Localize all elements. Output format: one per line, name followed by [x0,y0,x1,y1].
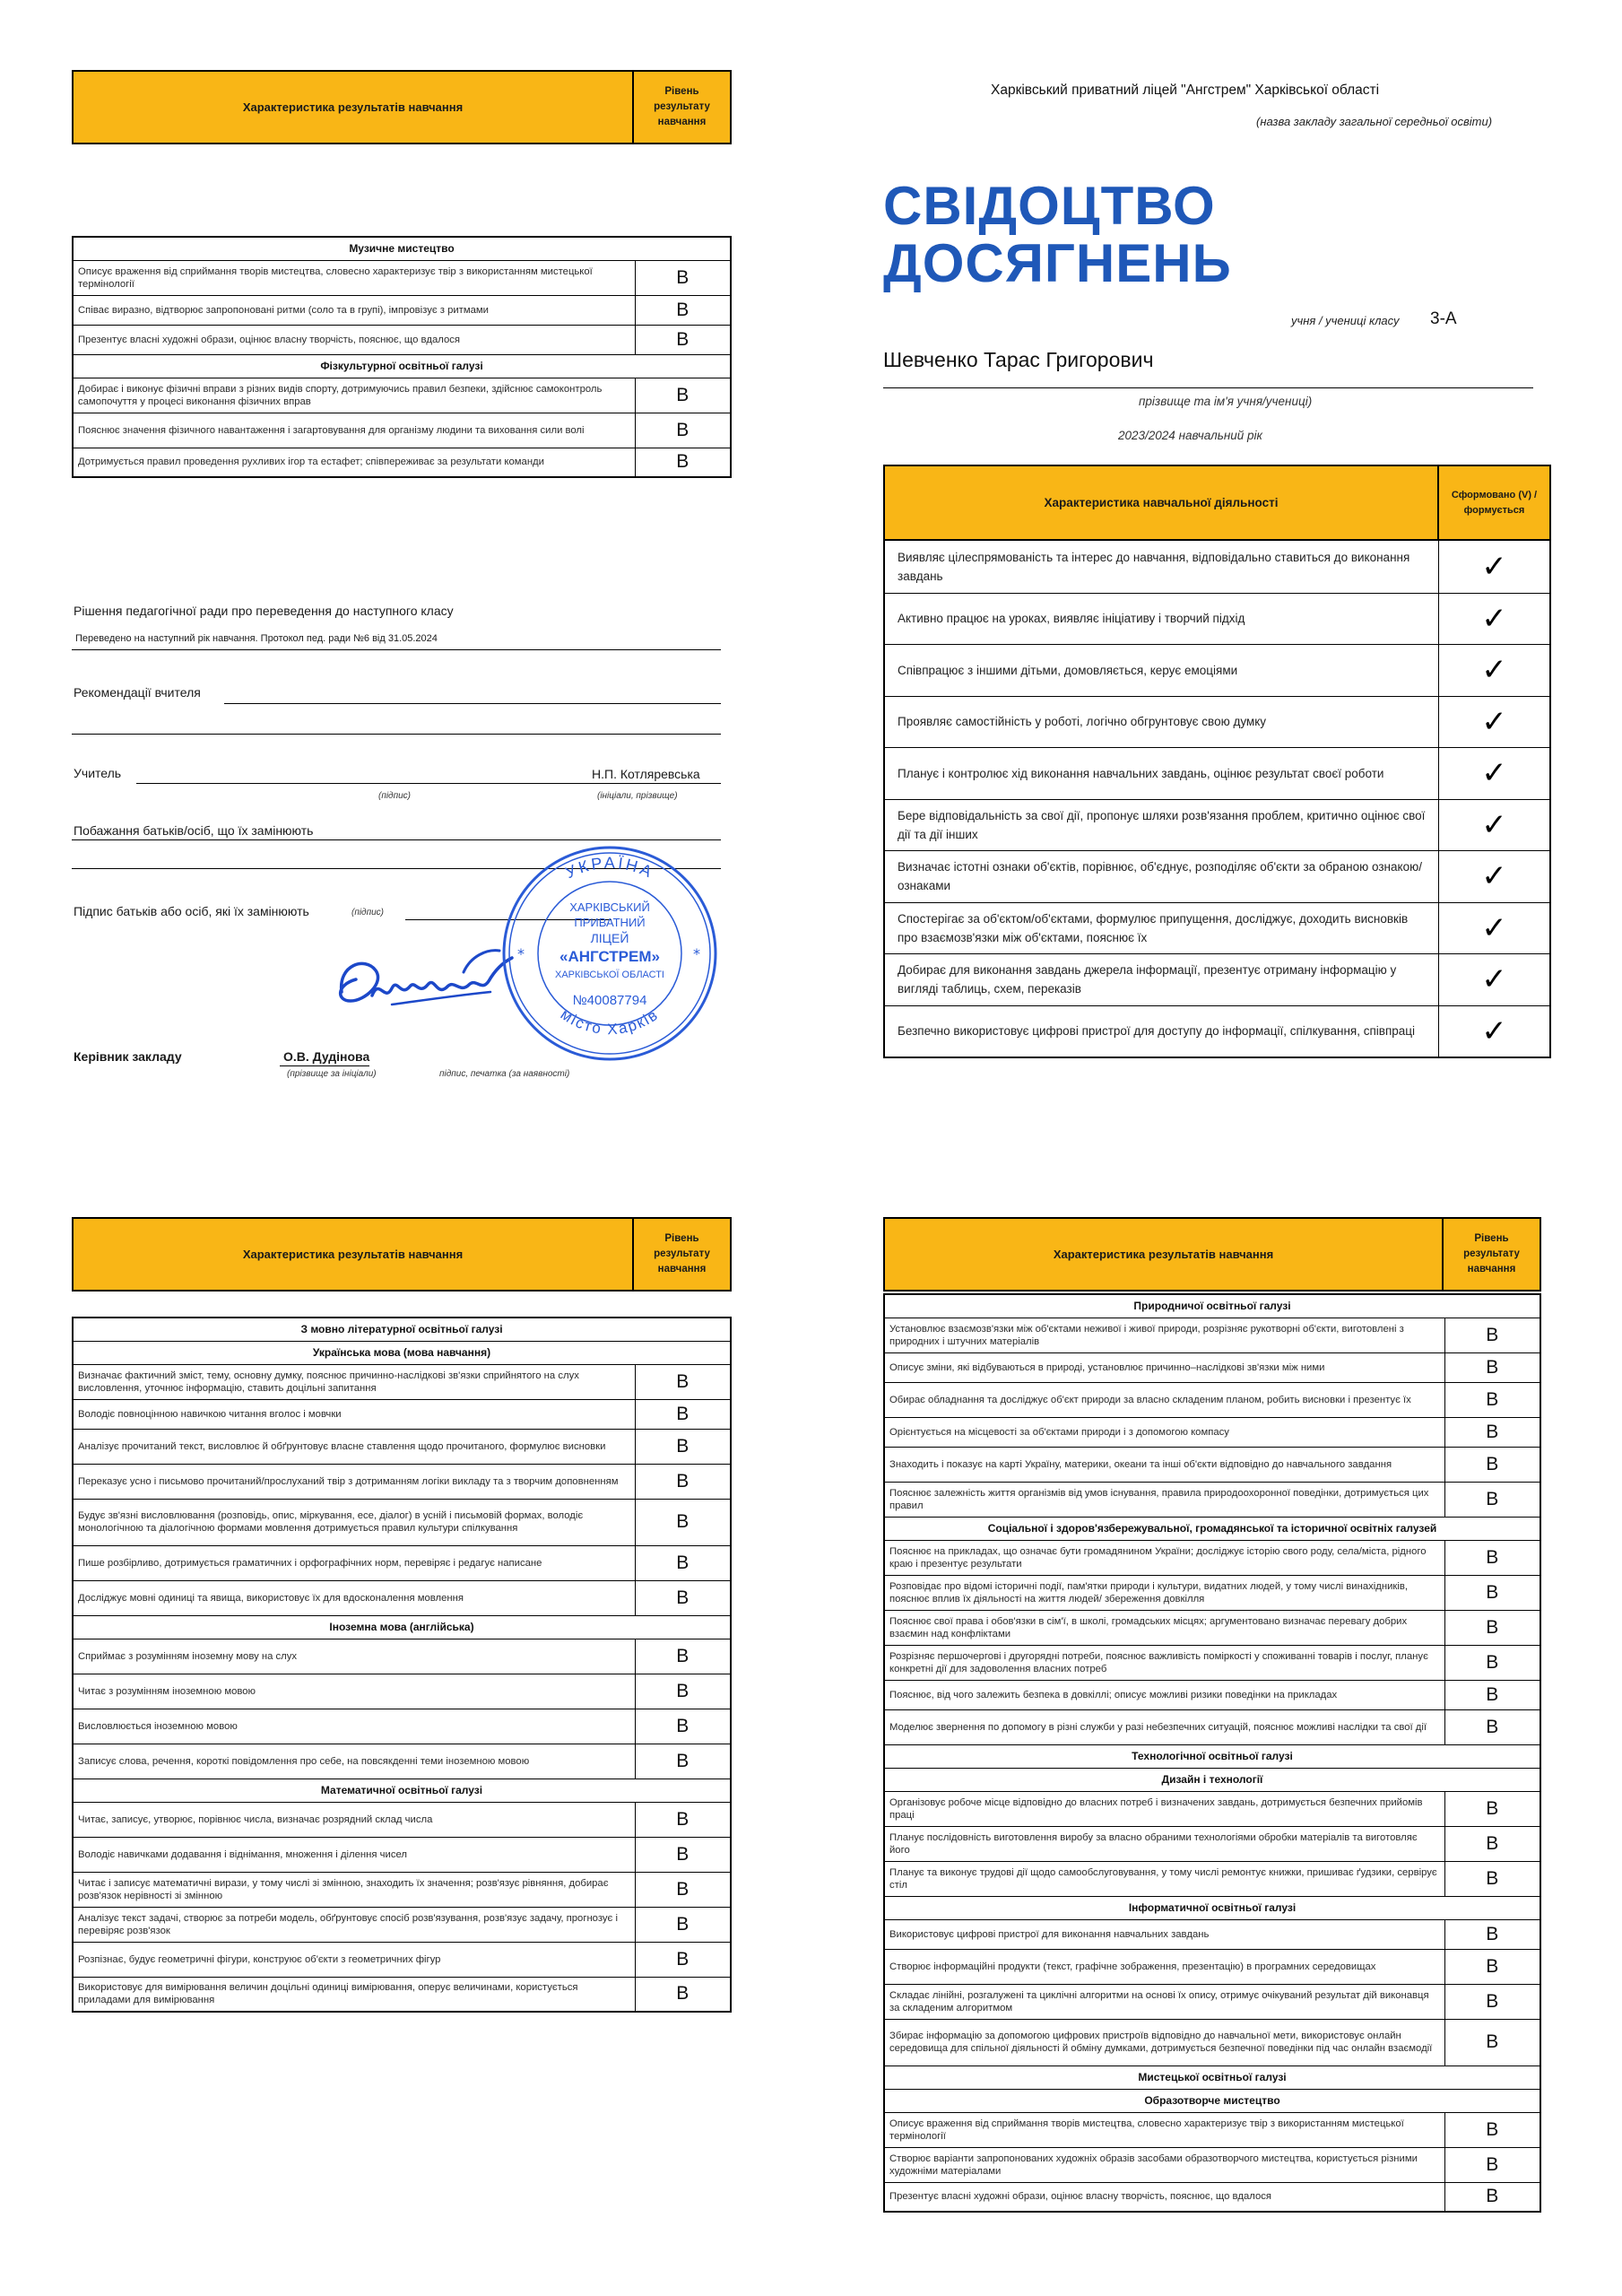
table-row [73,448,731,477]
result-level: В [1444,1575,1540,1610]
table-section-title [73,1341,731,1364]
table-row [884,1417,1540,1447]
table-section-title [884,2066,1540,2089]
result-level: В [1444,1680,1540,1709]
table-section-title [884,1294,1540,1318]
table-section-title [884,1896,1540,1919]
result-level: В [635,1580,731,1615]
svg-text:*: * [693,945,700,962]
table-row [73,1942,731,1977]
result-text: Організовує робоче місце відповідно до власних потреб і визначених завдань, дотримується безпечних прийомів праці [884,1791,1444,1826]
result-level: В [1444,1861,1540,1896]
certificate-title-line-1: СВІДОЦТВО [883,176,1216,236]
table-row [884,2147,1540,2182]
result-text: Читає і записує математичні вирази, у тому числі зі змінною, знаходить їх значення; розв'язує рівняння, добирає розв'язок нерівності зі змінною [73,1872,635,1907]
result-level: В [1444,1610,1540,1645]
result-text: Читає, записує, утворює, порівнює числа, визначає розрядний склад числа [73,1802,635,1837]
table-row [73,1977,731,2012]
table-row [884,1791,1540,1826]
results-title: Характеристика результатів навчання [74,72,634,143]
recommend-label: Рекомендації вчителя [74,685,201,700]
school-year: 2023/2024 навчальний рік [1118,429,1262,442]
result-text: Збирає інформацію за допомогою цифрових пристроїв відповідно до навчальної мети, використовує онлайн середовища для спільної діяльності й обміну думками, дотримується безпечної поведінки під час онлайн взаємодії [884,2019,1444,2066]
wishes-line-1 [72,839,721,840]
table-row [73,1464,731,1499]
table-row [73,1429,731,1464]
results-header [72,70,732,144]
result-level: В [635,413,731,448]
student-name: Шевченко Тарас Григорович [883,348,1154,371]
results-header [883,1217,1541,1292]
wishes-label: Побажання батьків/осіб, що їх замінюють [74,823,314,838]
table-row [73,1744,731,1779]
result-text: Дотримується правил проведення рухливих ігор та естафет; співпереживає за результати команди [73,448,635,477]
teacher-initials-caption: (ініціали, прізвище) [597,791,678,801]
checkmark-icon: ✓ [1481,910,1507,945]
result-level: В [635,1464,731,1499]
activity-text: Планує і контролює хід виконання навчальних завдань, оцінює результат своєї роботи [885,748,1439,799]
table-row [73,1907,731,1942]
table-section-title [884,1517,1540,1540]
activity-table [883,465,1551,1058]
result-level: В [635,1429,731,1464]
section-title: З мовно літературної освітньої галузі [73,1318,731,1341]
head-sign-caption: підпис, печатка (за наявності) [439,1069,570,1079]
table-section-title [884,1744,1540,1768]
recommend-line-1 [224,703,721,704]
results-page-bottom-left [72,1217,732,2013]
table-row [73,1802,731,1837]
table-row [884,2182,1540,2212]
result-level: В [635,1907,731,1942]
table-row [884,1575,1540,1610]
result-text: Знаходить і показує на карті Україну, материки, океани та інші об'єкти відповідно до навчального завдання [884,1447,1444,1482]
activity-rows [885,541,1549,1057]
result-text: Аналізує текст задачі, створює за потреби модель, обґрунтовує спосіб розв'язування, розв'язує задачу, прогнозує і перевіряє розв'язок [73,1907,635,1942]
result-text: Планує послідовність виготовлення виробу за власно обраними технологіями обробки матеріалів та виготовляє його [884,1826,1444,1861]
table-row [73,1545,731,1580]
student-name-line [883,387,1533,388]
table-row [73,1872,731,1907]
table-row [73,1709,731,1744]
result-level: В [635,1674,731,1709]
result-text: Добирає і виконує фізичні вправи з різних видів спорту, дотримуючись правил безпеки, здійснює самоконтроль самопочуття у процесі виконання фізичних вправ [73,378,635,413]
table-row [73,1837,731,1872]
result-text: Досліджує мовні одиниці та явища, використовує їх для вдосконалення мовлення [73,1580,635,1615]
table-row [884,1680,1540,1709]
head-name-line [280,1065,369,1066]
result-level: В [635,1639,731,1674]
result-text: Обирає обладнання та досліджує об'єкт природи за власно складеним планом, робить висновки і презентує їх [884,1382,1444,1417]
checkmark-icon: ✓ [1481,756,1507,791]
result-level: В [1444,1382,1540,1417]
results-title: Характеристика результатів навчання [885,1219,1444,1290]
section-title: Природничої освітньої галузі [884,1294,1540,1318]
table-row [73,1399,731,1429]
result-text: Висловлюється іноземною мовою [73,1709,635,1744]
table-row [73,260,731,295]
table-row [884,2019,1540,2066]
table-row [884,1352,1540,1382]
certificate-title-line-2: ДОСЯГНЕНЬ [883,233,1232,293]
stamp-line-1: ХАРКІВСЬКИЙ [569,900,650,914]
result-level: В [635,1942,731,1977]
table-row [73,1639,731,1674]
activity-row [885,850,1549,902]
certificate-title [883,178,1232,292]
stamp-top-arc: УКРАЇНА [562,853,657,883]
result-level: В [635,1364,731,1399]
result-text: Розповідає про відомі історичні події, пам'ятки природи і культури, видатних людей, у тому числі винахідників, пояснює вплив їх діяльності на життя людей/ збереження довкілля [884,1575,1444,1610]
result-text: Пояснює значення фізичного навантаження і загартовування для організму людини та виховання сили волі [73,413,635,448]
class-value: 3-А [1430,309,1457,328]
result-text: Складає лінійні, розгалужені та циклічні алгоритми на основі їх опису, отримує очікуваний результат дій виконавця за складеним алгоритмом [884,1984,1444,2019]
teacher-name: Н.П. Котляревська [592,767,700,781]
result-text: Аналізує прочитаний текст, висловлює й обґрунтовує власне ставлення щодо прочитаного, формулює висновки [73,1429,635,1464]
checkmark-icon: ✓ [1481,653,1507,688]
result-text: Визначає фактичний зміст, тему, основну думку, пояснює причинно-наслідкові зв'язки сприйнятого на слух висловлення, уточнює інформацію, ставить доцільні запитання [73,1364,635,1399]
activity-row [885,644,1549,696]
results-table-language-math [72,1317,732,2013]
result-level: В [635,1399,731,1429]
stamp-line-3: ЛІЦЕЙ [590,931,629,945]
table-row [884,1382,1540,1417]
activity-row [885,747,1549,799]
recommend-line-2 [72,734,721,735]
activity-text: Співпрацює з іншими дітьми, домовляється, керує емоціями [885,645,1439,696]
activity-text: Безпечно використовує цифрові пристрої для доступу до інформації, спілкування, співпраці [885,1006,1439,1057]
section-title: Математичної освітньої галузі [73,1779,731,1802]
result-text: Розрізняє першочергові і другорядні потреби, пояснює важливість поміркості у споживанні товарів і послуг, планує конкретні дії для задоволення власних потреб [884,1645,1444,1680]
result-text: Читає з розумінням іноземною мовою [73,1674,635,1709]
table-row [884,1610,1540,1645]
result-level: В [635,1977,731,2012]
checkmark-icon: ✓ [1481,704,1507,739]
activity-text: Виявляє цілеспрямованість та інтерес до навчання, відповідально ставиться до виконання завдань [885,541,1439,593]
result-text: Співає виразно, відтворює запропоновані ритми (соло та в групі), імпровізує з ритмами [73,295,635,325]
activity-level-title: Сформовано (V) /формується [1439,466,1549,539]
student-caption: прізвище та ім'я учня/учениці) [1139,395,1313,408]
table-section-title [884,1768,1540,1791]
results-table-science-arts [883,1293,1541,2213]
results-header [72,1217,732,1292]
stamp-code: №40087794 [572,993,647,1008]
table-row [73,1499,731,1545]
table-row [884,1318,1540,1352]
activity-text: Проявляє самостійність у роботі, логічно обгрунтовує свою думку [885,697,1439,748]
result-level: В [635,1545,731,1580]
activity-row [885,696,1549,748]
certificate-page [883,70,1551,1074]
result-level: В [635,448,731,477]
section-title: Дизайн і технології [884,1768,1540,1791]
council-line [72,649,721,650]
school-caption: (назва закладу загальної середньої освіти) [1256,115,1493,128]
result-text: Планує та виконує трудові дії щодо самообслуговування, у тому числі ремонтує книжки, пришиває ґудзики, сервірує стіл [884,1861,1444,1896]
result-text: Пояснює залежність життя організмів від умов існування, правила природоохоронної поведінки, дотримується цих правил [884,1482,1444,1517]
section-title: Технологічної освітньої галузі [884,1744,1540,1768]
result-text: Установлює взаємозв'язки між об'єктами неживої і живої природи, розрізняє рукотворні об'єкти, виготовлені з природних і штучних матеріалів [884,1318,1444,1352]
parents-sign-label: Підпис батьків або осіб, які їх замінюють [74,904,309,918]
section-title: Іноземна мова (англійська) [73,1615,731,1639]
table-row [73,378,731,413]
table-row [884,1447,1540,1482]
checkmark-icon: ✓ [1481,601,1507,636]
results-page-bottom-right [883,1217,1541,2213]
section-title: Образотворче мистецтво [884,2089,1540,2112]
result-level: В [1444,1919,1540,1949]
table-row [73,1674,731,1709]
table-section-title [884,2089,1540,2112]
table-section-title [73,237,731,260]
table-row [884,1645,1540,1680]
table-section-title [73,1318,731,1341]
result-level: В [635,1709,731,1744]
result-text: Описує зміни, які відбуваються в природі, установлює причинно–наслідкові зв'язки між ними [884,1352,1444,1382]
result-level: В [635,378,731,413]
council-text: Переведено на наступний рік навчання. Протокол пед. ради №6 від 31.05.2024 [75,633,438,644]
school-stamp-image [498,841,722,1065]
result-level: В [635,1802,731,1837]
activity-text: Добирає для виконання завдань джерела інформації, презентує отриману інформацію у вигляді таблиць, схем, переказів [885,954,1439,1005]
table-row [884,2112,1540,2147]
stamp-line-5: ХАРКІВСЬКОЇ ОБЛАСТІ [554,970,665,980]
teacher-line [136,783,721,784]
result-text: Переказує усно і письмово прочитаний/прослуханий твір з дотриманням логіки викладу та з творчим доповненням [73,1464,635,1499]
head-label: Керівник закладу [74,1049,182,1064]
table-section-title [73,354,731,378]
result-level: В [1444,1791,1540,1826]
result-text: Використовує цифрові пристрої для виконання навчальних завдань [884,1919,1444,1949]
result-text: Використовує для вимірювання величин доцільні одиниці вимірювання, оперує величинами, користується приладами для вимірювання [73,1977,635,2012]
checkmark-icon: ✓ [1481,549,1507,584]
stamp-bottom-arc: місто Харків [557,1005,663,1039]
result-level: В [1444,1949,1540,1984]
activity-text: Визначає істотні ознаки об'єктів, порівнює, об'єднує, розподіляє об'єкти за обраною ознакою/ознаками [885,851,1439,902]
result-level: В [1444,1984,1540,2019]
result-text: Будує зв'язні висловлювання (розповідь, опис, міркування, есе, діалог) в усній і письмовій формах, володіє монологічною та діалогічною формами мовлення дотримується правил культури спілкування [73,1499,635,1545]
table-row [884,1826,1540,1861]
activity-row [885,541,1549,593]
head-name: О.В. Дудінова [283,1049,370,1064]
result-text: Моделює звернення по допомогу в різні служби у разі небезпечних ситуацій, пояснює можливі наслідки та свої дії [884,1709,1444,1744]
section-title: Фізкультурної освітньої галузі [73,354,731,378]
activity-row [885,799,1549,851]
table-row [884,1861,1540,1896]
result-text: Володіє навичками додавання і віднімання, множення і ділення чисел [73,1837,635,1872]
result-level: В [1444,2019,1540,2066]
activity-text: Активно працює на уроках, виявляє ініціативу і творчий підхід [885,594,1439,645]
result-level: В [635,1499,731,1545]
table-row [884,1482,1540,1517]
result-text: Описує враження від сприймання творів мистецтва, словесно характеризує твір з використанням мистецької термінології [73,260,635,295]
checkmark-icon: ✓ [1481,859,1507,894]
result-text: Володіє повноцінною навичкою читання вголос і мовчки [73,1399,635,1429]
result-level: В [635,295,731,325]
section-title: Мистецької освітньої галузі [884,2066,1540,2089]
table-row [884,1540,1540,1575]
level-title: Рівень результату навчання [1444,1219,1540,1290]
activity-row [885,1005,1549,1057]
parents-sign-caption: (підпис) [351,908,384,918]
table-row [73,1364,731,1399]
table-row [884,1984,1540,2019]
result-level: В [1444,1482,1540,1517]
section-title: Інформатичної освітньої галузі [884,1896,1540,1919]
table-row [884,1949,1540,1984]
result-level: В [635,1744,731,1779]
result-text: Пише розбірливо, дотримується граматичних і орфографічних норм, перевіряє і редагує написане [73,1545,635,1580]
table-row [884,1709,1540,1744]
school-name: Харківський приватний ліцей "Ангстрем" Харківської області [991,83,1380,98]
section-title: Соціальної і здоров'язбережувальної, громадянської та історичної освітніх галузей [884,1517,1540,1540]
head-name-caption: (прізвище за ініціали) [287,1069,377,1079]
activity-row [885,593,1549,645]
table-row [884,1919,1540,1949]
result-level: В [1444,1417,1540,1447]
checkmark-icon: ✓ [1481,1013,1507,1048]
activity-row [885,953,1549,1005]
council-label: Рішення педагогічної ради про переведення до наступного класу [74,604,454,618]
result-level: В [1444,1352,1540,1382]
result-text: Пояснює на прикладах, що означає бути громадянином України; досліджує історію свого роду, села/міста, рідного краю і презентує результати [884,1540,1444,1575]
table-section-title [73,1615,731,1639]
svg-text:*: * [517,945,525,962]
result-level: В [1444,1709,1540,1744]
section-title: Українська мова (мова навчання) [73,1341,731,1364]
table-row [73,295,731,325]
checkmark-icon: ✓ [1481,962,1507,997]
result-text: Презентує власні художні образи, оцінює власну творчість, пояснює, що вдалося [73,325,635,354]
activity-title: Характеристика навчальної діяльності [885,466,1439,539]
table-row [73,325,731,354]
result-text: Презентує власні художні образи, оцінює власну творчість, пояснює, що вдалося [884,2182,1444,2212]
activity-header [885,466,1549,541]
result-level: В [635,260,731,295]
section-title: Музичне мистецтво [73,237,731,260]
result-level: В [1444,1318,1540,1352]
result-level: В [1444,2182,1540,2212]
result-text: Пояснює свої права і обов'язки в сім'ї, в школі, громадських місцях; аргументовано визначає перевагу добрих взаємин над конфліктами [884,1610,1444,1645]
result-level: В [1444,2112,1540,2147]
result-text: Розпізнає, будує геометричні фігури, конструює об'єкти з геометричних фігур [73,1942,635,1977]
results-title: Характеристика результатів навчання [74,1219,634,1290]
activity-row [885,902,1549,954]
result-text: Описує враження від сприймання творів мистецтва, словесно характеризує твір з використанням мистецької термінології [884,2112,1444,2147]
class-label: учня / учениці класу [1291,314,1400,327]
result-text: Пояснює, від чого залежить безпека в довкіллі; описує можливі ризики поведінки на прикладах [884,1680,1444,1709]
stamp-line-4: «АНГСТРЕМ» [559,948,660,965]
checkmark-icon: ✓ [1481,807,1507,842]
stamp-line-2: ПРИВАТНИЙ [574,916,646,929]
result-level: В [635,1837,731,1872]
activity-text: Бере відповідальність за свої дії, пропонує шляхи розв'язання проблем, критично оцінює свої дії та дії інших [885,800,1439,851]
result-level: В [635,325,731,354]
level-title: Рівень результату навчання [634,1219,730,1290]
result-level: В [1444,1540,1540,1575]
table-row [73,413,731,448]
teacher-label: Учитель [74,766,122,780]
result-text: Створює інформаційні продукти (текст, графічне зображення, презентацію) в програмних середовищах [884,1949,1444,1984]
result-text: Записує слова, речення, короткі повідомлення про себе, на повсякденні теми іноземною мовою [73,1744,635,1779]
table-row [73,1580,731,1615]
result-text: Орієнтується на місцевості за об'єктами природи і з допомогою компасу [884,1417,1444,1447]
result-level: В [1444,1645,1540,1680]
level-title: Рівень результату навчання [634,72,730,143]
teacher-sign-caption: (підпис) [378,791,411,801]
result-level: В [1444,2147,1540,2182]
result-level: В [635,1872,731,1907]
activity-text: Спостерігає за об'єктом/об'єктами, формулює припущення, досліджує, доходить висновків про взаємозв'язки між об'єктами, пояснює їх [885,903,1439,954]
result-level: В [1444,1447,1540,1482]
result-text: Сприймає з розумінням іноземну мову на слух [73,1639,635,1674]
result-text: Створює варіанти запропонованих художніх образів засобами образотворчого мистецтва, користується різними художніми матеріалами [884,2147,1444,2182]
table-section-title [73,1779,731,1802]
results-table-music-pe [72,236,732,478]
result-level: В [1444,1826,1540,1861]
